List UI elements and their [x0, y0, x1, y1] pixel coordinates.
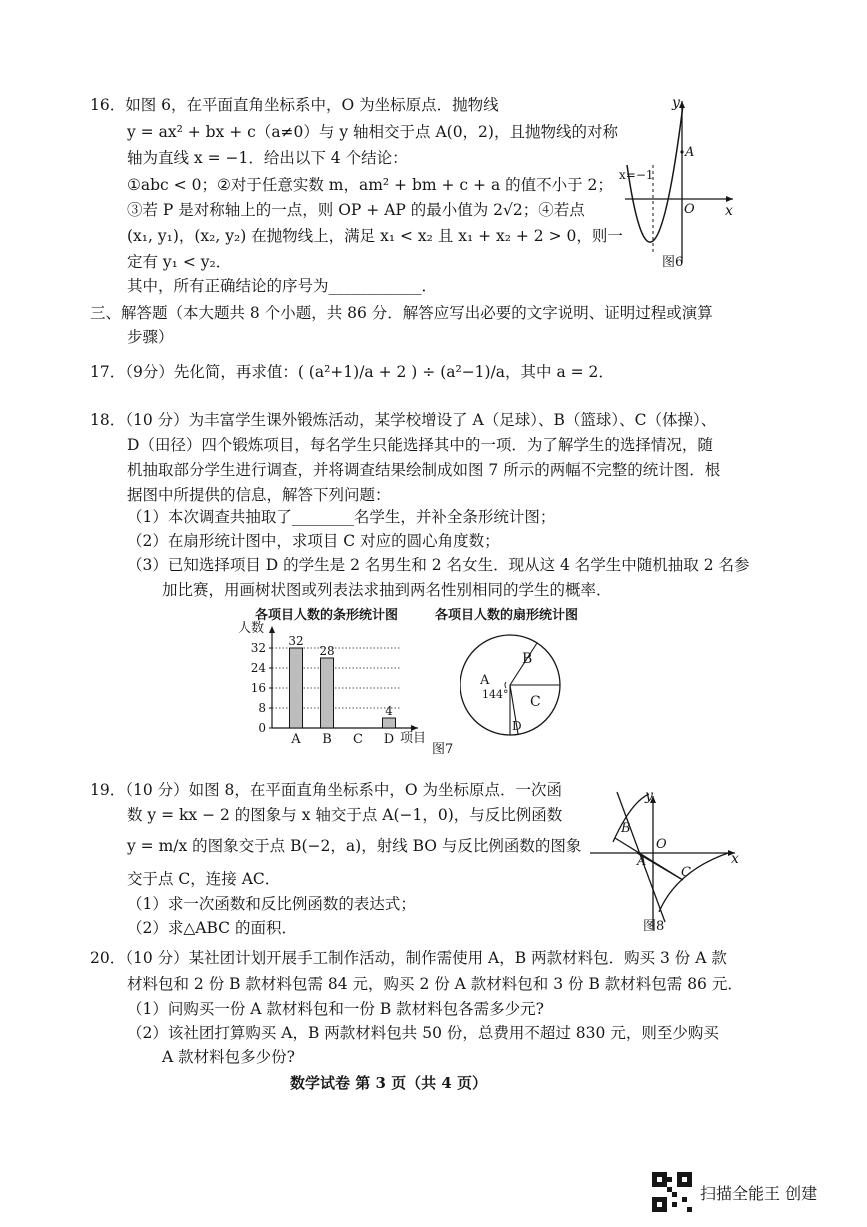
fig8-point-a: A: [637, 854, 647, 869]
section-3-line-2: 步骤）: [127, 328, 174, 346]
q19-line-3: y = m/x 的图象交于点 B(−2，a)，射线 BO 与反比例函数的图象: [127, 837, 582, 855]
fig6-axis-label: x=−1: [619, 168, 654, 182]
bar-y-tick-label: 24: [250, 661, 266, 675]
scanner-watermark: 扫描全能王 创建: [700, 1184, 818, 1203]
q16-line-8: 其中，所有正确结论的序号为____________．: [127, 277, 438, 295]
bar-category-label: D: [383, 732, 395, 747]
page-footer: 数学试卷 第 3 页（共 4 页）: [290, 1074, 487, 1092]
bar-category-label: B: [322, 732, 332, 747]
bar-chart-ylabel: 人数: [238, 621, 265, 636]
q18-line-4: 据图中所提供的信息，解答下列问题：: [127, 486, 391, 504]
pie-label-c: C: [530, 694, 541, 710]
bar-D: [383, 718, 396, 728]
fig6-point-a: A: [685, 145, 695, 160]
bar-chart-xlabel: 项目: [400, 731, 427, 746]
bar-value-label: 4: [385, 704, 393, 718]
fig8-y-label: y: [645, 790, 653, 804]
bar-A: [290, 648, 303, 728]
pie-chart: [460, 630, 580, 742]
pie-label-a: A: [480, 673, 490, 688]
q18-line-5: （1）本次调查共抽取了________名学生，并补全条形统计图；: [127, 508, 556, 526]
figure-8: [585, 790, 745, 940]
bar-y-tick-label: 32: [250, 641, 266, 655]
bar-y-axis-arrow: [269, 626, 275, 633]
fig8-origin: O: [656, 837, 667, 852]
bar-B: [321, 658, 334, 728]
bar-value-label: 32: [288, 634, 304, 648]
fig8-point-c: C: [681, 865, 691, 880]
q18-line-3: 机抽取部分学生进行调查，并将调查结果绘制成如图 7 所示的两幅不完整的统计图．根: [127, 461, 721, 479]
pie-angle-label: 144°: [482, 688, 509, 701]
q20-line-2: 材料包和 2 份 B 款材料包需 84 元，购买 2 份 A 款材料包和 3 份 B 款材料包需 86 元．: [127, 975, 743, 993]
q19-line-6: （2）求△ABC 的面积．: [127, 919, 297, 937]
q16-line-1: 16．如图 6，在平面直角坐标系中，O 为坐标原点．抛物线: [90, 96, 499, 114]
bar-value-label: 28: [319, 644, 335, 658]
fig8-point-b: B: [621, 821, 631, 836]
q16-line-7: 定有 y₁ < y₂．: [127, 253, 232, 271]
q18-line-7: （3）已知选择项目 D 的学生是 2 名男生和 2 名女生．现从这 4 名学生中随机抽取 2 名参: [127, 556, 750, 574]
q16-line-5: ③若 P 是对称轴上的一点，则 OP + AP 的最小值为 2√2；④若点: [127, 201, 585, 219]
figure-7-caption: 图7: [432, 742, 454, 757]
bar-y-tick-label: 0: [258, 721, 266, 735]
pie-chart-title: 各项目人数的扇形统计图: [435, 608, 579, 623]
q16-line-4: ①abc < 0；②对于任意实数 m，am² + bm + c + a 的值不小于 2；: [127, 176, 613, 194]
q18-line-2: D（田径）四个锻炼项目，每名学生只能选择其中的一项．为了解学生的选择情况，随: [127, 436, 713, 454]
q19-line-2: 数 y = kx − 2 的图象与 x 轴交于点 A(−1，0)，与反比例函数: [127, 806, 563, 824]
qr-code-icon: [652, 1172, 692, 1212]
q19-line-4: 交于点 C，连接 AC．: [127, 870, 281, 888]
pie-label-d: D: [512, 719, 522, 733]
section-3-line-1: 三、解答题（本大题共 8 个小题，共 86 分．解答应写出必要的文字说明、证明过程或演算: [90, 304, 713, 322]
fig8-caption: 图8: [643, 919, 665, 934]
q19-line-1: 19．（10 分）如图 8，在平面直角坐标系中，O 为坐标原点．一次函: [90, 781, 563, 799]
q18-line-1: 18．（10 分）为丰富学生课外锻炼活动，某学校增设了 A（足球）、B（篮球）、C（体操）、: [90, 411, 717, 429]
q18-line-6: （2）在扇形统计图中，求项目 C 对应的圆心角度数；: [127, 532, 500, 550]
q19-line-5: （1）求一次函数和反比例函数的表达式；: [127, 895, 416, 913]
bar-y-tick-label: 8: [258, 701, 266, 715]
q16-line-2: y = ax² + bx + c（a≠0）与 y 轴相交于点 A(0，2)，且抛物线的对称: [127, 123, 618, 141]
bar-chart-title: 各项目人数的条形统计图: [255, 608, 399, 623]
q20-line-4: （2）该社团打算购买 A，B 两款材料包共 50 份，总费用不超过 830 元，则至少购买: [127, 1024, 719, 1042]
fig6-origin: O: [684, 202, 695, 217]
fig8-x-label: x: [731, 851, 739, 867]
q16-line-6: (x₁, y₁)，(x₂, y₂) 在抛物线上，满足 x₁ < x₂ 且 x₁ + x₂ + 2 > 0，则一: [127, 227, 623, 245]
bar-y-tick-label: 16: [250, 681, 266, 695]
bar-category-label: A: [291, 732, 301, 747]
fig6-caption: 图6: [662, 255, 684, 270]
bar-chart: [230, 618, 440, 750]
pie-label-b: B: [522, 651, 533, 667]
bar-category-label: C: [353, 732, 363, 747]
fig6-y-label: y: [672, 95, 680, 111]
q17-line-1: 17．（9分）先化简，再求值：( (a²+1)/a + 2 ) ÷ (a²−1)/a，其中 a = 2．: [90, 363, 614, 381]
q20-line-3: （1）问购买一份 A 款材料包和一份 B 款材料包各需多少元?: [127, 1000, 544, 1018]
q16-line-3: 轴为直线 x = −1．给出以下 4 个结论：: [127, 149, 408, 167]
q20-line-5: A 款材料包多少份?: [162, 1048, 295, 1066]
figure-6: [615, 95, 745, 275]
q18-line-8: 加比赛，用画树状图或列表法求抽到两名性别相同的学生的概率．: [162, 581, 612, 599]
fig6-x-label: x: [725, 203, 733, 219]
q20-line-1: 20．（10 分）某社团计划开展手工制作活动，制作需使用 A，B 两款材料包．购买 3 份 A 款: [90, 949, 727, 967]
